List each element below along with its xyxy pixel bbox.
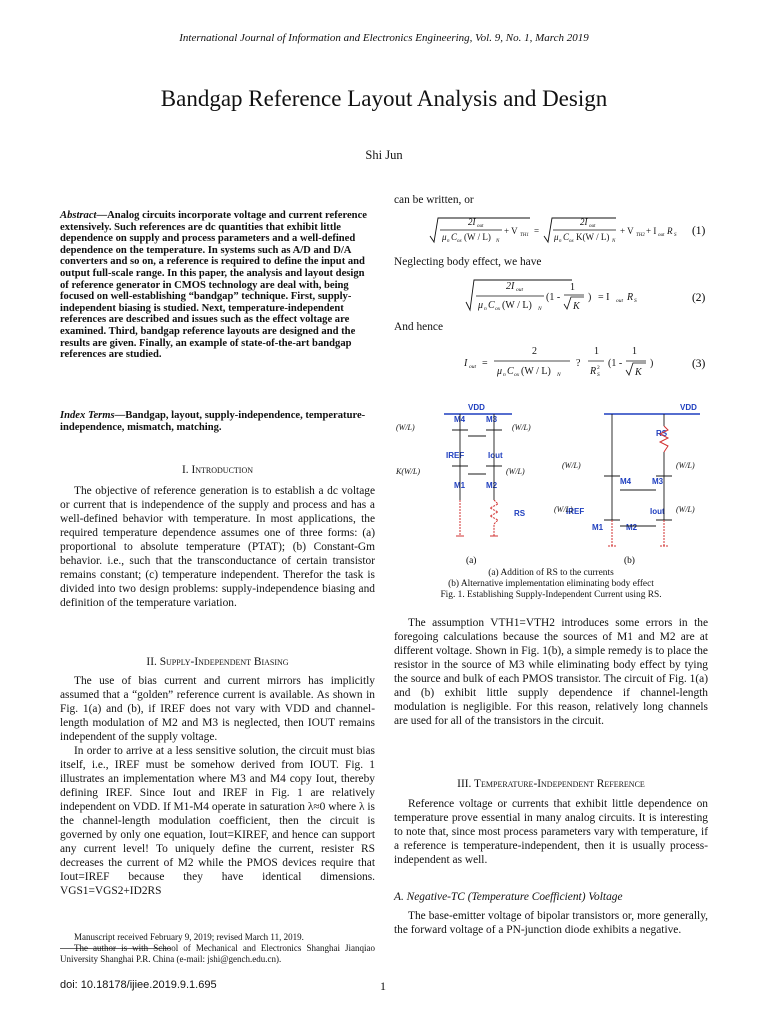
fig-b-iout: Iout — [650, 507, 665, 516]
svg-text:+ I: + I — [646, 226, 657, 236]
section-heading-supply: II. Supply-Independent Biasing — [146, 656, 289, 668]
caption-main: Fig. 1. Establishing Supply-Independent Current using RS. — [440, 590, 662, 600]
supply-paragraph-2: In order to arrive at a less sensitive solution, the circuit must bias itself, i.e., IREF must be somehow derived from IOUT. Fig. 1 illustrates an implementation where M3 and M4 copy Iout, thereby defining IREF. Since Iout and IREF in Fig. 1 are relatively independent on VDD. If M1-M4 operate in saturation λ≈0 where λ is the channel-length modulation coefficient, then the circuit is governed by only one equation, Iout=KIREF, and hence can support any current level! To uniquely define the current, resister RS decreases the current of M2 while the PMOS devices require that Iout=IREF because they have identical dimensions. VGS1=VGS2+ID2RS — [60, 745, 375, 897]
subsection-a-heading: A. Negative-TC (Temperature Coefficient) Voltage — [394, 891, 623, 903]
svg-text:R: R — [667, 226, 673, 236]
fig-label-b: (b) — [624, 556, 635, 566]
eq3-two: 2 — [532, 346, 537, 357]
svg-text:S: S — [674, 233, 677, 238]
fig-a-m4: M4 — [454, 415, 466, 424]
svg-text:N: N — [496, 239, 500, 244]
svg-text:(1 -: (1 - — [546, 292, 561, 303]
svg-text:2: 2 — [597, 365, 600, 371]
fig-b-m2: M2 — [626, 523, 638, 532]
supply-paragraph-1: The use of bias current and current mirrors has implicitly assumed that a “golden” reference current is available. As shown in Fig. 1(a) and (b), if IREF does not vary with VDD and channel-length modulation of M2 and M3 is neglected, then IOUT remains independent of the supply voltage. — [60, 675, 375, 743]
equation-1 — [394, 212, 708, 248]
svg-text:C: C — [451, 232, 458, 242]
footnotes — [60, 932, 375, 965]
svg-text:): ) — [588, 292, 592, 303]
fig-b-m1: M1 — [592, 523, 604, 532]
svg-text:μ: μ — [478, 300, 484, 311]
svg-text:(W / L): (W / L) — [502, 300, 532, 311]
svg-text:n: n — [447, 239, 450, 244]
svg-text:(W/L): (W/L) — [512, 423, 531, 432]
fig-a-m3: M3 — [486, 415, 498, 424]
svg-text:out: out — [658, 233, 665, 238]
temperature-paragraph: Reference voltage or currents that exhibit little dependence on temperature prove essential in many analog circuits. It is interesting to note that, since most process parameters vary with temperature, if a reference is temperature-independent, then it is usually process-independent as well. — [394, 798, 708, 866]
svg-text:K: K — [635, 367, 642, 378]
svg-text:1: 1 — [632, 346, 637, 357]
abstract-label: Abstract — [60, 210, 97, 221]
svg-text:n: n — [559, 239, 562, 244]
svg-text:(1 -: (1 - — [608, 358, 623, 369]
footnote-author: The author is with School of Mechanical and Electronics Shanghai Jianqiao University Shanghai P.R. China (e-mail: jshi@gench.edu.cn). — [60, 943, 375, 964]
doi: doi: 10.18178/ijiee.2019.9.1.695 — [60, 979, 217, 991]
svg-text:(W/L): (W/L) — [676, 505, 695, 514]
svg-text:S: S — [597, 372, 600, 378]
eq3-lhs: I — [464, 358, 468, 369]
svg-text:K(W / L): K(W / L) — [576, 232, 610, 242]
paper-title: Bandgap Reference Layout Analysis and Design — [160, 86, 608, 111]
abstract-text: —Analog circuits incorporate voltage and current reference extensively. Such references are dc quantities that exhibit little dependence on supply and process parameters and a well-defined dependence on the temperature. In systems such as A/D and D/A converters and so on, a reference is required to define the input and output full-scale range. In this paper, the analysis and layout design of reference generator in CMOS technology are deal with, being focused on well-establishing “bandgap” technique. First, supply-independent biasing is studied. Next, temperature-independent references are described and issues such as the effect voltage are examined. Third, bandgap reference layouts are designed and the results are given. Finally, an example of state-of-the-art bandgap references are studied. — [60, 210, 367, 361]
equation-3 — [394, 340, 708, 386]
svg-text:C: C — [507, 366, 514, 377]
svg-text:R: R — [590, 366, 597, 377]
svg-text:(W / L): (W / L) — [464, 232, 491, 242]
svg-text:(W / L): (W / L) — [521, 366, 551, 377]
svg-text:TH1: TH1 — [520, 233, 529, 238]
eq2-rhs: = I — [598, 292, 610, 303]
svg-text:ox: ox — [495, 306, 501, 312]
svg-text:μ: μ — [497, 366, 503, 377]
fig-a-m1: M1 — [454, 481, 466, 490]
abstract — [60, 210, 375, 361]
caption-a: (a) Addition of RS to the currents — [488, 568, 614, 578]
svg-text:TH2: TH2 — [636, 233, 645, 238]
supply-paragraphs — [60, 674, 375, 898]
svg-text:out: out — [469, 364, 477, 370]
eq2-number: (2) — [692, 292, 706, 304]
neglecting-text: Neglecting body effect, we have — [394, 256, 542, 268]
svg-text:+ V: + V — [620, 226, 634, 236]
fig-b-vdd: VDD — [680, 403, 697, 412]
svg-text:ox: ox — [569, 239, 574, 244]
section-heading-temperature: III. Temperature-Independent Reference — [457, 778, 645, 790]
fig-a-vdd: VDD — [468, 403, 485, 412]
svg-text:out: out — [616, 298, 624, 304]
fig-b-m3: M3 — [652, 477, 664, 486]
svg-text:2I: 2I — [506, 281, 515, 292]
assumption-paragraph: The assumption VTH1=VTH2 introduces some errors in the foregoing calculations because the sources of M1 and M2 are at different voltage. Shown in Fig. 1(b), a simple remedy is to place the resistor in the source of M3 while eliminating body effect by tying the source and bulk of each PMOS transistor. The circuit of Fig. 1(a) and (b) exhibit little supply dependence if channel-length modulation is negligible. For this reason, relatively long channels are used for all of the transistors in the circuit. — [394, 617, 708, 727]
svg-text:out: out — [516, 287, 524, 293]
equation-2 — [394, 274, 708, 320]
svg-text:K(W/L): K(W/L) — [396, 467, 420, 476]
svg-text:C: C — [488, 300, 495, 311]
svg-text:out: out — [589, 224, 596, 229]
fig-b-m4: M4 — [620, 477, 632, 486]
svg-text:=: = — [534, 226, 540, 236]
eq3-q: ? — [576, 358, 581, 369]
fig-b-rs: RS — [656, 429, 668, 438]
svg-text:(W/L): (W/L) — [562, 461, 581, 470]
page-number: 1 — [380, 979, 386, 993]
caption-b: (b) Alternative implementation eliminating body effect — [448, 579, 654, 589]
section-heading-introduction: I. Introduction — [181, 464, 254, 476]
svg-text:R: R — [627, 292, 634, 303]
svg-text:C: C — [563, 232, 570, 242]
fig-a-iref: IREF — [446, 451, 465, 460]
svg-text:+ V: + V — [504, 226, 518, 236]
index-terms — [60, 410, 375, 433]
index-terms-label: Index Terms — [60, 410, 115, 421]
svg-text:n: n — [503, 372, 506, 378]
svg-text:): ) — [650, 358, 654, 369]
subsection-a-paragraph: The base-emitter voltage of bipolar transistors or, more generally, the forward voltage of a PN-junction diode exhibits a negative. — [394, 910, 708, 936]
author-name: Shi Jun — [365, 148, 403, 162]
svg-text:ox: ox — [457, 239, 462, 244]
svg-text:out: out — [477, 224, 484, 229]
svg-text:K: K — [573, 301, 580, 312]
svg-text:μ: μ — [554, 232, 559, 242]
svg-text:N: N — [557, 372, 561, 378]
svg-text:(W/L): (W/L) — [396, 423, 415, 432]
eq1-num-left: 2I — [468, 217, 476, 227]
svg-text:n: n — [484, 306, 487, 312]
svg-text:N: N — [612, 239, 616, 244]
can-be-written: can be written, or — [394, 194, 474, 206]
fig-a-iout: Iout — [488, 451, 503, 460]
svg-text:1: 1 — [594, 346, 599, 357]
journal-header: International Journal of Information and Electronics Engineering, Vol. 9, No. 1, March 2019 — [179, 32, 589, 44]
svg-text:1: 1 — [570, 282, 575, 293]
figure-caption — [394, 568, 708, 601]
fig-a-rs: RS — [514, 509, 526, 518]
svg-text:=: = — [482, 358, 488, 369]
svg-text:μ: μ — [442, 232, 447, 242]
fig-b-iref: IREF — [566, 507, 585, 516]
fig-label-a: (a) — [466, 556, 477, 566]
eq3-number: (3) — [692, 358, 706, 370]
svg-text:N: N — [538, 306, 542, 312]
svg-text:(W/L): (W/L) — [554, 505, 573, 514]
and-hence-text: And hence — [394, 321, 444, 333]
svg-text:S: S — [634, 298, 637, 304]
index-terms-text: —Bandgap, layout, supply-independence, temperature-independence, mismatch, matching. — [60, 410, 366, 433]
figure-1-circuits — [394, 396, 708, 566]
fig-a-m2: M2 — [486, 481, 498, 490]
footnote-received: Manuscript received February 9, 2019; revised March 11, 2019. — [74, 932, 304, 942]
svg-text:2I: 2I — [580, 217, 588, 227]
intro-paragraph: The objective of reference generation is to establish a dc voltage or current that is independence of the supply and process and has a well-defined behavior with temperature. In most applications, the required temperature dependence assumes one of three forms: (a) proportional to absolute temperature (PTAT); (b) Constant-Gm behavior. i.e., such that the transconductance of certain transistor remains constant; (c) temperature independent. Therefor the task is divided into two design problems: supply-independence biasing and definition of the temperature variation. — [60, 485, 375, 609]
svg-text:(W/L): (W/L) — [676, 461, 695, 470]
svg-text:ox: ox — [514, 372, 520, 378]
eq1-number: (1) — [692, 225, 706, 237]
svg-text:(W/L): (W/L) — [506, 467, 525, 476]
